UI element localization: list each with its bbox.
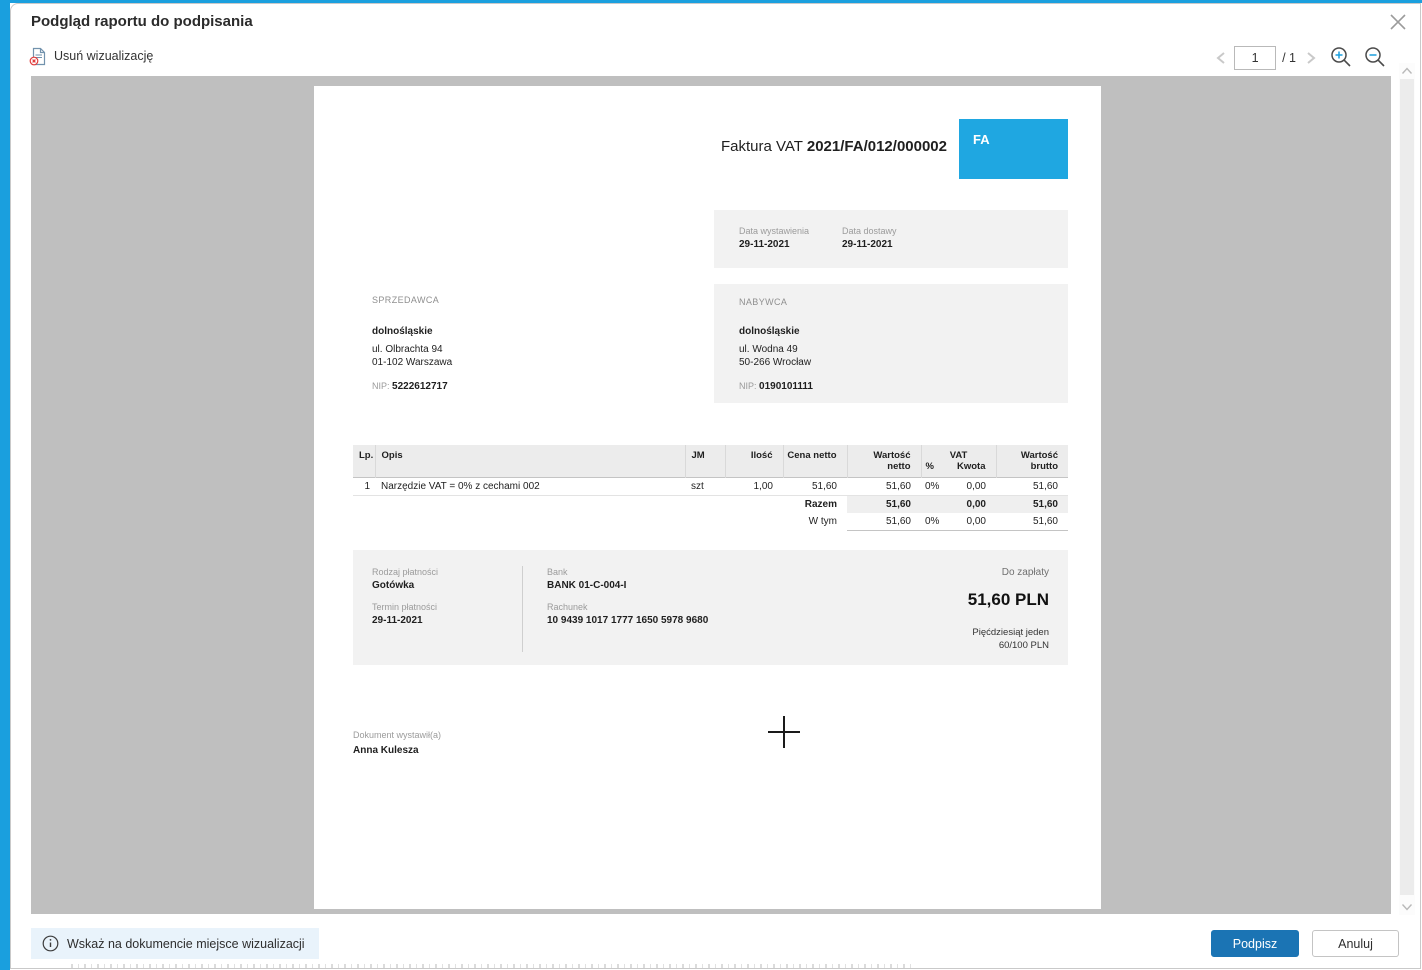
document-remove-icon [29,47,48,66]
issue-date [739,226,809,250]
payment-block [353,550,1068,665]
razem-wartosc-netto: 51,60 [847,496,921,514]
account-value: 10 9439 1017 1777 1650 5978 9680 [547,615,709,626]
item-vat-percent: 0% [921,478,953,496]
chevron-right-icon [1306,51,1316,65]
page-input[interactable] [1234,46,1276,70]
invoice-title-prefix: Faktura VAT [721,138,807,155]
col-header-wartosc-brutto: Wartość brutto [996,445,1068,478]
col-header-vat-percent: % [921,461,953,478]
amount-due-block [968,567,1049,652]
report-preview-dialog [10,3,1421,969]
chevron-left-icon [1216,51,1226,65]
seller-block [372,295,452,394]
table-row [353,478,1068,496]
invoice-items-table [353,445,1068,531]
next-page-button[interactable] [1302,46,1320,70]
col-header-lp: Lp. [353,445,375,478]
chevron-down-icon [1401,903,1413,911]
document-viewer[interactable] [31,76,1391,914]
col-header-vat-kwota: Kwota [953,461,996,478]
seller-nip-value: 5222612717 [392,381,448,392]
payment-type-value: Gotówka [372,580,415,591]
amount-due-label: Do zapłaty [1001,567,1049,578]
item-description: Narzędzie VAT = 0% z cechami 002 [375,478,685,496]
viewer-scrollbar[interactable] [1399,63,1415,915]
payment-divider [522,566,523,652]
page-total-label: / 1 [1282,51,1296,65]
delivery-date-value: 29-11-2021 [842,239,893,250]
issue-date-label: Data wystawienia [739,226,810,236]
issue-date-value: 29-11-2021 [739,239,790,250]
amount-due-value: 51,60 PLN [967,590,1049,609]
col-header-jm: JM [685,445,725,478]
dialog-title: Podgląd raportu do podpisania [31,13,253,30]
col-header-wartosc-netto: Wartość netto [847,445,921,478]
col-header-cena-netto: Cena netto [783,445,847,478]
delivery-date-label: Data dostawy [842,226,897,236]
item-cena-netto: 51,60 [783,478,847,496]
razem-label: Razem [804,499,837,510]
buyer-nip-value: 0190101111 [759,381,813,392]
cancel-button[interactable]: Anuluj [1312,930,1399,957]
col-header-vat: VAT [921,445,996,461]
razem-wartosc-brutto: 51,60 [996,496,1068,514]
issuer-name: Anna Kulesza [353,745,419,756]
wtym-wartosc-brutto: 51,60 [996,513,1068,531]
zoom-in-icon [1329,45,1353,69]
seller-address-line2: 01-102 Warszawa [372,357,453,368]
summary-wtym-row [353,513,1068,531]
scrollbar-thumb[interactable] [1400,79,1414,895]
col-header-ilosc: Ilość [725,445,783,478]
payment-term-value: 29-11-2021 [372,615,423,626]
amount-in-words: Pięćdziesiąt jeden 60/100 PLN [972,627,1049,651]
item-lp: 1 [353,478,375,496]
payment-term-label: Termin płatności [372,602,438,612]
close-button[interactable] [1385,10,1411,36]
invoice-number: 2021/FA/012/000002 [806,138,947,155]
visualization-hint-text: Wskaż na dokumencie miejsce wizualizacji [67,936,305,951]
previous-page-button[interactable] [1212,46,1230,70]
issuer-label: Dokument wystawił(a) [353,730,442,740]
page-navigation [1212,44,1388,72]
seller-section-label: SPRZEDAWCA [372,295,440,305]
buyer-section-label: NABYWCA [739,297,788,307]
seller-address-line1: ul. Olbrachta 94 [372,344,443,355]
wtym-wartosc-netto: 51,60 [847,513,921,531]
item-ilosc: 1,00 [725,478,783,496]
payment-type-label: Rodzaj płatności [372,567,439,577]
remove-visualization-label: Usuń wizualizację [54,49,154,63]
buyer-nip-label: NIP: [739,381,760,391]
delivery-date [842,226,897,250]
item-wartosc-netto: 51,60 [847,478,921,496]
buyer-nip [739,376,813,394]
bank-value: BANK 01-C-004-I [547,580,627,591]
item-jm: szt [685,478,725,496]
buyer-address-line2: 50-266 Wrocław [739,357,812,368]
zoom-out-button[interactable] [1362,45,1388,71]
bank-label: Bank [547,567,568,577]
razem-vat-kwota: 0,00 [953,496,996,514]
seller-nip [372,376,452,394]
buyer-address-line1: ul. Wodna 49 [739,344,798,355]
crosshair-cursor-icon [768,716,800,748]
scroll-down-button[interactable] [1399,899,1415,913]
account-label: Rachunek [547,602,588,612]
item-vat-kwota: 0,00 [953,478,996,496]
background-window-left-edge [0,0,10,970]
close-icon [1388,12,1408,32]
buyer-name: dolnośląskie [739,326,800,337]
seller-nip-label: NIP: [372,381,393,391]
col-header-opis: Opis [375,445,685,478]
remove-visualization-button[interactable] [29,44,153,68]
wtym-label: W tym [808,516,837,528]
zoom-in-button[interactable] [1328,45,1354,71]
invoice-dates-box [714,210,1068,268]
item-wartosc-brutto: 51,60 [996,478,1068,496]
sign-button[interactable]: Podpisz [1211,930,1299,957]
invoice-page[interactable] [314,86,1101,909]
summary-razem-row [353,496,1068,514]
seller-name: dolnośląskie [372,326,433,337]
visualization-hint [31,928,319,959]
zoom-out-icon [1363,45,1387,69]
chevron-up-icon [1401,67,1413,75]
clipped-background-text [71,964,911,968]
buyer-block [714,284,1068,403]
document-type-badge: FA [959,119,1068,179]
wtym-vat-percent: 0% [921,513,953,531]
info-icon [42,935,59,952]
wtym-vat-kwota: 0,00 [953,513,996,531]
scroll-up-button[interactable] [1399,63,1415,77]
invoice-title [721,138,947,155]
